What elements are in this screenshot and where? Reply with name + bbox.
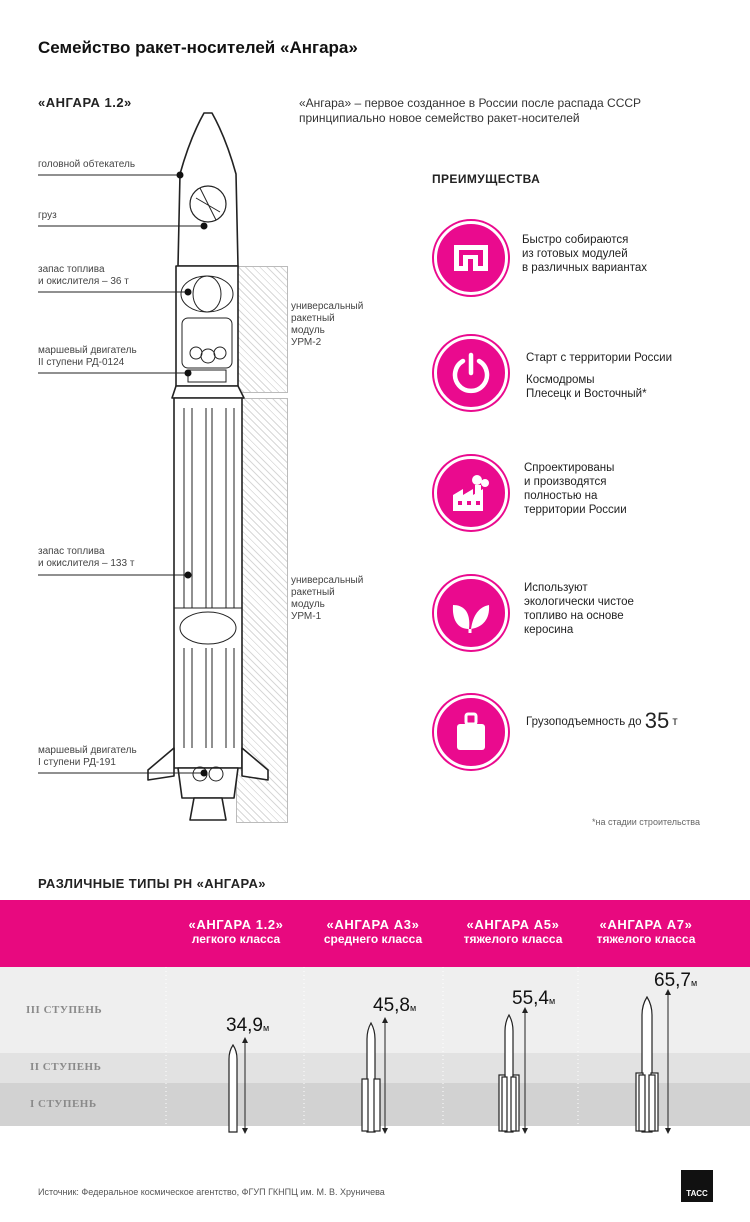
advantage-text-2: Старт с территории России	[526, 352, 673, 364]
stage-label-1: I СТУПЕНЬ	[30, 1098, 97, 1110]
col-class-2: среднего класса	[323, 932, 423, 946]
module-urm2-label: универсальный ракетный модуль УРМ-2	[291, 301, 364, 348]
height-value-1: 34,9	[226, 1015, 263, 1036]
label-engine-1: маршевый двигатель I ступени РД-191	[38, 745, 137, 768]
types-title: РАЗЛИЧНЫЕ ТИПЫ РН «АНГАРА»	[38, 876, 266, 891]
advantage-text-2b: Космодромы Плесецк и Восточный*	[526, 374, 647, 400]
advantages-title: ПРЕИМУЩЕСТВА	[432, 172, 541, 186]
height-value-4: 65,7	[654, 970, 691, 991]
height-unit-4: м	[690, 978, 698, 988]
col-head-1	[166, 917, 306, 947]
tass-logo: ТАСС	[681, 1170, 713, 1202]
label-engine-2: маршевый двигатель II ступени РД-0124	[38, 345, 137, 368]
payload-caption: Грузоподъемность до	[526, 716, 642, 728]
intro-text: «Ангара» – первое созданное в России после распада СССР принципиально новое семейство ракет-носителей	[299, 96, 642, 125]
stage-label-3: III СТУПЕНЬ	[26, 1004, 103, 1016]
label-fuel-133: запас топлива и окислителя – 133 т	[38, 546, 135, 569]
col-name-2: «АНГАРА А3»	[326, 917, 420, 932]
label-fuel-36: запас топлива и окислителя – 36 т	[38, 264, 129, 287]
height-3	[512, 988, 555, 1010]
col-head-2	[303, 917, 443, 947]
height-value-3: 55,4	[512, 988, 549, 1009]
types-rockets	[0, 967, 750, 1137]
leader-lines	[0, 0, 300, 800]
advantage-text-5	[526, 708, 678, 733]
module-urm1-label: универсальный ракетный модуль УРМ-1	[291, 575, 364, 622]
col-class-3: тяжелого класса	[463, 932, 563, 946]
rocket-name: «АНГАРА 1.2»	[38, 95, 132, 110]
height-value-2: 45,8	[373, 995, 410, 1016]
power-icon	[434, 336, 508, 410]
weight-icon	[434, 695, 508, 769]
col-name-3: «АНГАРА А5»	[466, 917, 560, 932]
advantage-text-4: Используют экологически чистое топливо на основе керосина	[524, 582, 634, 636]
col-head-4	[576, 917, 716, 947]
col-name-4: «АНГАРА А7»	[599, 917, 693, 932]
factory-icon	[434, 456, 508, 530]
modules-icon	[434, 221, 508, 295]
payload-value: 35	[644, 708, 670, 733]
col-class-4: тяжелого класса	[596, 932, 696, 946]
advantage-text-3: Спроектированы и производятся полностью на территории России	[524, 462, 627, 516]
height-2	[373, 995, 416, 1017]
height-4	[654, 970, 697, 992]
col-class-1: легкого класса	[191, 932, 281, 946]
col-name-1: «АНГАРА 1.2»	[188, 917, 284, 932]
height-unit-2: м	[409, 1003, 417, 1013]
height-1	[226, 1015, 269, 1037]
page-title: Семейство ракет-носителей «Ангара»	[38, 38, 358, 57]
leaf-icon	[434, 576, 508, 650]
advantage-text-1: Быстро собираются из готовых модулей в различных вариантах	[522, 234, 648, 274]
stage-label-2: II СТУПЕНЬ	[30, 1061, 102, 1073]
footnote: *на стадии строительства	[592, 817, 700, 827]
label-payload: груз	[38, 210, 57, 221]
height-unit-3: м	[548, 996, 556, 1006]
label-fairing: головной обтекатель	[38, 159, 136, 170]
col-head-3	[443, 917, 583, 947]
source-text: Источник: Федеральное космическое агентство, ФГУП ГКНПЦ им. М. В. Хруничева	[38, 1187, 385, 1197]
payload-unit: т	[672, 716, 678, 728]
height-unit-1: м	[262, 1023, 270, 1033]
